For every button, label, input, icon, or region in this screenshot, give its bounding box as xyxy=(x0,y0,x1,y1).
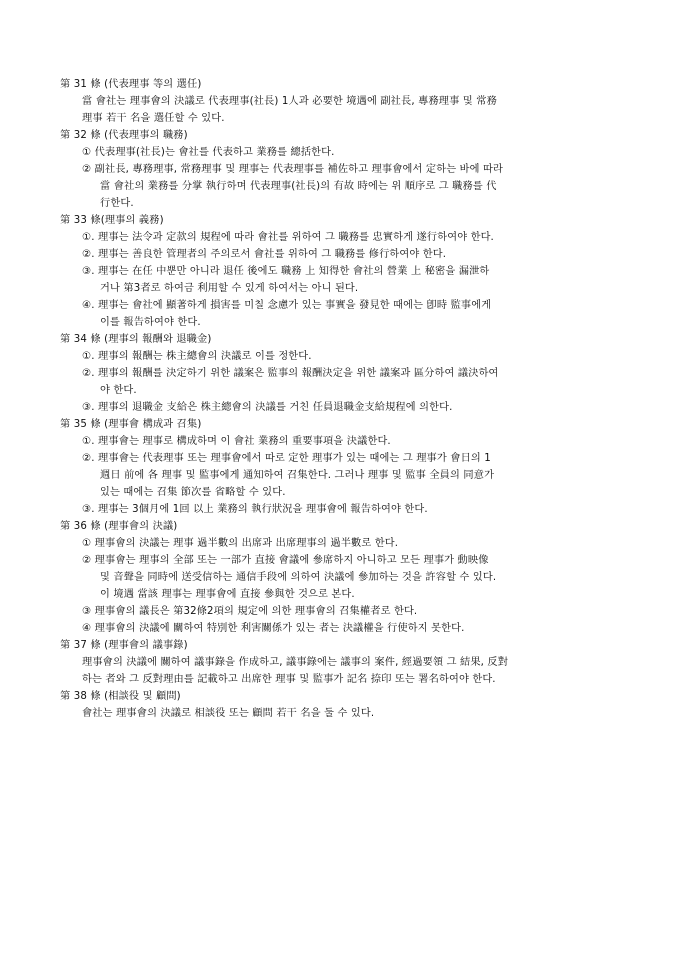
article-section xyxy=(60,518,626,637)
clause-continuation: 야 한다. xyxy=(100,385,137,396)
clause-item: ①. 理事의 報酬는 株主總會의 決議로 이를 정한다. xyxy=(82,351,312,362)
clause-item: ③. 理事는 在任 中뿐만 아니라 退任 後에도 職務 上 知得한 會社의 營業 上 秘密을 漏泄하 xyxy=(82,266,490,277)
clause-item: ① 代表理事(社長)는 會社를 代表하고 業務를 總括한다. xyxy=(82,147,335,158)
article-heading: 第 34 條 (理事의 報酬와 退職金) xyxy=(60,334,212,345)
article-section xyxy=(60,212,626,331)
clause-item: ②. 理事는 善良한 管理者의 주의로서 會社를 위하여 그 職務를 修行하여야 한다. xyxy=(82,249,447,260)
clause-item: ①. 理事는 法令과 定款의 規程에 따라 會社를 위하여 그 職務를 忠實하게 遂行하여야 한다. xyxy=(82,232,494,243)
article-section xyxy=(60,331,626,416)
article-heading: 第 32 條 (代表理事의 職務) xyxy=(60,130,188,141)
clause-continuation: 當 會社의 業務를 分掌 執行하며 代表理事(社長)의 有故 時에는 위 順序로 그 職務를 代 xyxy=(100,181,497,192)
article-body-line: 하는 者와 그 反對理由를 記載하고 出席한 理事 및 監事가 記名 捺印 또는 署名하여야 한다. xyxy=(82,674,496,685)
article-section xyxy=(60,688,626,722)
article-body-line: 理事會의 決議에 關하여 議事錄을 作成하고, 議事錄에는 議事의 案件, 經過要領 그 結果, 反對 xyxy=(82,657,509,668)
article-body-line: 會社는 理事會의 決議로 相談役 또는 顧問 若干 名을 둘 수 있다. xyxy=(82,708,375,719)
article-heading: 第 37 條 (理事會의 議事錄) xyxy=(60,640,188,651)
clause-item: ③. 理事는 3個月에 1回 以上 業務의 執行狀況을 理事會에 報告하여야 한다. xyxy=(82,504,428,515)
clause-continuation: 이를 報告하여야 한다. xyxy=(100,317,201,328)
clause-continuation: 있는 때에는 召集 節次를 省略할 수 있다. xyxy=(100,487,286,498)
clause-item: ④. 理事는 會社에 顯著하게 損害를 미칠 念慮가 있는 事實을 發見한 때에는 卽時 監事에게 xyxy=(82,300,492,311)
clause-item: ①. 理事會는 理事로 構成하며 이 會社 業務의 重要事項을 決議한다. xyxy=(82,436,391,447)
article-heading: 第 36 條 (理事會의 決議) xyxy=(60,521,178,532)
article-section xyxy=(60,637,626,688)
clause-item: ③. 理事의 退職金 支給은 株主總會의 決議를 거친 任員退職金支給規程에 의한다. xyxy=(82,402,453,413)
article-heading: 第 35 條 (理事會 構成과 召集) xyxy=(60,419,202,430)
clause-continuation: 거나 第3者로 하여금 利用할 수 있게 하여서는 아니 된다. xyxy=(100,283,359,294)
article-section xyxy=(60,76,626,127)
clause-item: ② 理事會는 理事의 全部 또는 一部가 直接 會議에 參席하지 아니하고 모든 理事가 動映像 xyxy=(82,555,489,566)
articles-of-incorporation-text xyxy=(60,76,626,722)
article-section xyxy=(60,416,626,518)
article-heading: 第 38 條 (相談役 및 顧問) xyxy=(60,691,181,702)
article-body-line: 當 會社는 理事會의 決議로 代表理事(社長) 1人과 必要한 境遇에 副社長, 專務理事 및 常務 xyxy=(82,96,497,107)
article-body-line: 理事 若干 名을 選任할 수 있다. xyxy=(82,113,225,124)
clause-continuation: 週日 前에 各 理事 및 監事에게 通知하여 召集한다. 그러나 理事 및 監事 全員의 同意가 xyxy=(100,470,495,481)
article-section xyxy=(60,127,626,212)
clause-item: ②. 理事의 報酬를 決定하기 위한 議案은 監事의 報酬決定을 위한 議案과 區分하여 議決하여 xyxy=(82,368,499,379)
clause-continuation: 이 境遇 當該 理事는 理事會에 直接 參與한 것으로 본다. xyxy=(100,589,355,600)
clause-item: ② 副社長, 專務理事, 常務理事 및 理事는 代表理事를 補佐하고 理事會에서 定하는 바에 따라 xyxy=(82,164,503,175)
article-heading: 第 33 條(理事의 義務) xyxy=(60,215,164,226)
clause-item: ②. 理事會는 代表理事 또는 理事會에서 따로 定한 理事가 있는 때에는 그 理事가 會日의 1 xyxy=(82,453,491,464)
clause-item: ④ 理事會의 決議에 關하여 特別한 利害關係가 있는 者는 決議權을 行使하지 못한다. xyxy=(82,623,465,634)
clause-item: ③ 理事會의 議長은 第32條2項의 規定에 의한 理事會의 召集權者로 한다. xyxy=(82,606,418,617)
clause-continuation: 行한다. xyxy=(100,198,134,209)
article-heading: 第 31 條 (代表理事 等의 選任) xyxy=(60,79,202,90)
clause-item: ① 理事會의 決議는 理事 過半數의 出席과 出席理事의 過半數로 한다. xyxy=(82,538,399,549)
clause-continuation: 및 音聲을 同時에 送受信하는 通信手段에 의하여 決議에 參加하는 것을 許容할 수 있다. xyxy=(100,572,497,583)
